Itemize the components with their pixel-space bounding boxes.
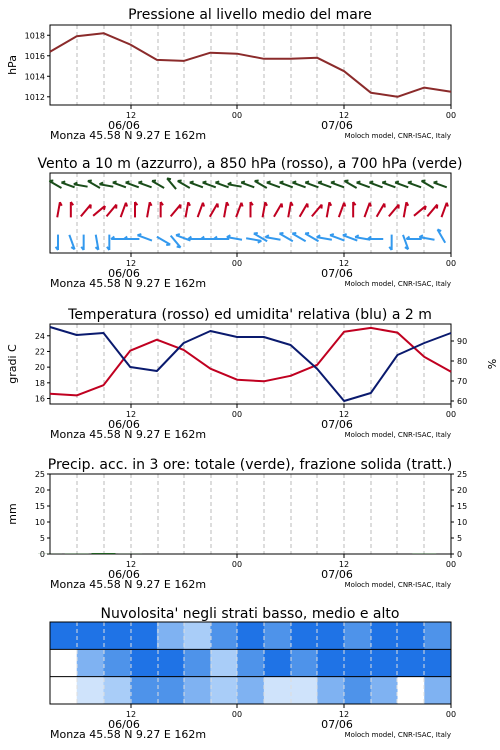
y-tick-label: 5 <box>39 534 45 543</box>
wind-barb <box>49 181 61 188</box>
wind-barb <box>422 181 434 188</box>
wind-barb <box>441 203 446 217</box>
wind-barb <box>137 235 151 240</box>
precip-bar <box>91 553 115 554</box>
cloud-cell <box>424 622 451 650</box>
date-label: 07/06 <box>321 418 353 431</box>
x-tick-label: 12 <box>125 259 137 268</box>
cloud-cell <box>130 649 157 677</box>
wind-barb <box>427 205 437 217</box>
wind-barb <box>377 203 385 216</box>
cloud-cell <box>237 677 264 705</box>
credit-label: Moloch model, CNR-ISAC, Italy <box>344 431 451 439</box>
wind-barb-head <box>126 203 127 207</box>
cloud-cell <box>103 649 130 677</box>
wind-barb <box>312 205 322 217</box>
wind-panel <box>37 156 462 290</box>
wind-barb <box>61 183 74 188</box>
x-tick-label: 12 <box>125 410 137 419</box>
wind-barb <box>167 178 176 189</box>
wind-barb <box>126 183 139 188</box>
wind-x-axis <box>50 253 456 290</box>
wind-barbs <box>49 178 448 250</box>
cloud-cell <box>184 677 211 705</box>
x-tick-label: 00 <box>231 259 243 268</box>
cloud-cell <box>237 622 264 650</box>
cloud-cell <box>371 649 398 677</box>
wind-barb <box>74 184 88 186</box>
x-tick-label: 00 <box>445 560 457 569</box>
wind-barb-head <box>330 234 334 235</box>
y-tick-label: 1016 <box>24 51 45 61</box>
wind-barb <box>300 203 308 216</box>
wind-barb <box>339 203 344 217</box>
cloud-cell <box>210 622 237 650</box>
wind-barb <box>246 238 261 241</box>
wind-barb-head <box>357 181 361 182</box>
cloud-cell <box>184 649 211 677</box>
wind-barb-head <box>203 203 204 207</box>
wind-barb <box>81 205 91 217</box>
cloud-cell <box>317 622 344 650</box>
wind-barb <box>369 183 382 188</box>
wind-barb <box>263 202 266 217</box>
precip-frame <box>50 474 451 554</box>
cloud-cell <box>344 649 371 677</box>
x-tick-label: 12 <box>338 259 350 268</box>
credit-label: Moloch model, CNR-ISAC, Italy <box>344 132 451 140</box>
x-tick-label: 00 <box>231 710 243 719</box>
cloud-cell <box>103 622 130 650</box>
cloud-cell <box>424 649 451 677</box>
wind-barb <box>255 181 267 188</box>
wind-barb <box>434 183 447 188</box>
wind-title: Vento a 10 m (azzurro), a 850 hPa (rosso), a 700 hPa (verde) <box>37 156 463 172</box>
date-label: 06/06 <box>108 718 140 731</box>
wind-barb-head <box>61 181 65 182</box>
cloud-cell <box>398 622 425 650</box>
cloud-cell <box>50 649 77 677</box>
wind-barb <box>99 184 113 186</box>
wind-barb-head <box>113 181 117 182</box>
x-tick-label: 12 <box>338 410 350 419</box>
wind-barb-head <box>267 181 271 182</box>
wind-barb <box>88 181 100 188</box>
wind-barb-head <box>241 203 242 207</box>
cloud-cell <box>130 677 157 705</box>
date-label: 07/06 <box>321 718 353 731</box>
temperature-x-axis <box>50 404 456 441</box>
cloud-cell <box>264 622 291 650</box>
wind-barb-head <box>215 181 219 182</box>
wind-barb <box>292 234 305 242</box>
cloud-cell <box>291 622 318 650</box>
wind-barb-head <box>126 181 130 182</box>
wind-barb-head <box>370 203 371 207</box>
date-label: 07/06 <box>321 119 353 132</box>
y-tick-label: 15 <box>457 502 468 511</box>
wind-barb-head <box>137 234 141 235</box>
humidity-line <box>50 327 451 401</box>
y-tick-label: 1012 <box>24 92 45 102</box>
wind-barb <box>395 183 408 188</box>
wind-barb <box>57 202 60 217</box>
cloud-cell <box>130 622 157 650</box>
cloud-cell <box>291 649 318 677</box>
cloud-cell <box>264 677 291 705</box>
cloud-cell <box>157 649 184 677</box>
wind-barb <box>364 203 369 217</box>
wind-barb <box>317 237 332 240</box>
cloud-cell <box>237 649 264 677</box>
wind-barb <box>382 183 395 188</box>
y-tick-label: 5 <box>457 534 463 543</box>
pressure-panel <box>6 7 456 142</box>
pressure-y-label: hPa <box>6 55 19 75</box>
cloud-cell <box>398 677 425 705</box>
precip-y-label: mm <box>6 503 19 525</box>
y-tick-label: 25 <box>457 470 468 479</box>
cloud-cell <box>371 622 398 650</box>
date-label: 07/06 <box>321 568 353 581</box>
x-tick-label: 00 <box>231 111 243 120</box>
cloud-cell <box>103 677 130 705</box>
wind-barb <box>186 202 189 217</box>
wind-barb-head <box>104 206 105 210</box>
wind-barb <box>305 234 318 242</box>
wind-barb-head <box>331 181 335 182</box>
wind-barb <box>93 206 105 216</box>
precip-x-axis <box>50 554 456 591</box>
temperature-title: Temperatura (rosso) ed umidita' relativa (blu) a 2 m <box>68 307 432 323</box>
cloud-cell <box>344 622 371 650</box>
temperature-y-ticks <box>35 332 50 404</box>
pressure-line <box>50 33 451 97</box>
x-tick-label: 00 <box>231 560 243 569</box>
y-tick-label: 22 <box>34 347 45 357</box>
y-tick-label: 18 <box>34 378 45 388</box>
cloud-cell <box>264 649 291 677</box>
x-tick-label: 00 <box>445 259 457 268</box>
cloud-cell <box>157 677 184 705</box>
wind-barb-head <box>318 181 322 182</box>
y-tick-label: 20 <box>457 486 468 495</box>
wind-barb <box>292 183 305 188</box>
wind-barb-head <box>280 181 284 182</box>
credit-label: Moloch model, CNR-ISAC, Italy <box>344 280 451 288</box>
x-tick-label: 00 <box>445 111 457 120</box>
wind-barb-head <box>292 181 296 182</box>
wind-barb-head <box>177 247 181 248</box>
x-tick-label: 12 <box>125 560 137 569</box>
date-label: 06/06 <box>108 119 140 132</box>
wind-barb <box>318 183 331 188</box>
date-label: 07/06 <box>321 267 353 280</box>
wind-barb <box>224 202 227 217</box>
cloud-cell <box>398 649 425 677</box>
cloud-cell <box>210 677 237 705</box>
temperature-humidity-series <box>50 327 451 401</box>
cloud-cell <box>157 622 184 650</box>
pressure-y-ticks <box>25 31 50 102</box>
wind-barb <box>228 184 242 186</box>
wind-barb <box>438 229 446 242</box>
credit-label: Moloch model, CNR-ISAC, Italy <box>344 731 451 739</box>
humidity-y-ticks <box>451 337 467 406</box>
wind-barb <box>147 202 150 217</box>
cloud-title: Nuvolosita' negli strati basso, medio e alto <box>100 606 400 622</box>
cloud-cell <box>344 677 371 705</box>
cloud-cell <box>210 649 237 677</box>
wind-barb-head <box>382 181 386 182</box>
cloud-cell <box>77 677 104 705</box>
wind-barb <box>198 203 203 217</box>
precip-grid <box>77 474 424 554</box>
cloud-cell <box>424 677 451 705</box>
y-tick-label: 0 <box>457 550 463 559</box>
wind-barb <box>215 183 228 188</box>
temperature-line <box>50 328 451 396</box>
y-tick-label: 15 <box>34 502 45 511</box>
y-tick-label: 20 <box>34 486 45 495</box>
wind-barb-head <box>305 181 309 182</box>
wind-barb-head <box>434 181 438 182</box>
wind-barb <box>345 181 357 188</box>
cloud-cell <box>50 677 77 705</box>
wind-barb <box>331 183 344 188</box>
pressure-series <box>50 33 451 97</box>
x-tick-label: 12 <box>338 111 350 120</box>
cloud-cell <box>184 622 211 650</box>
date-label: 06/06 <box>108 568 140 581</box>
wind-barb-head <box>167 178 171 179</box>
cloud-cell <box>317 649 344 677</box>
x-tick-label: 12 <box>338 710 350 719</box>
y-tick-label: 16 <box>34 394 45 404</box>
cloud-cell <box>291 677 318 705</box>
wind-barb-head <box>190 181 194 182</box>
wind-barb <box>121 203 126 217</box>
wind-barb <box>327 202 330 217</box>
cloud-cell <box>77 622 104 650</box>
y-tick-label: 1018 <box>24 31 45 41</box>
wind-barb <box>265 237 280 240</box>
wind-barb <box>157 237 170 245</box>
x-tick-label: 00 <box>231 410 243 419</box>
humidity-y-label: % <box>485 358 498 370</box>
wind-barb-head <box>425 206 426 210</box>
temperature-y-label: gradi C <box>6 344 19 384</box>
y-tick-label: 20 <box>34 363 45 373</box>
precip-panel <box>6 457 467 591</box>
cloud-cell <box>50 622 77 650</box>
wind-barb-head <box>447 203 448 207</box>
wind-barb-head <box>241 181 245 182</box>
precip-y-ticks-right <box>451 470 467 559</box>
wind-barb <box>357 183 370 188</box>
wind-barb-head <box>203 181 207 182</box>
y-tick-label: 1014 <box>24 72 45 82</box>
wind-barb <box>330 235 344 240</box>
y-tick-label: 24 <box>34 331 45 341</box>
location-label: Monza 45.58 N 9.27 E 162m <box>50 578 207 591</box>
pressure-x-axis <box>50 105 456 142</box>
credit-label: Moloch model, CNR-ISAC, Italy <box>344 581 451 589</box>
cloud-cell <box>77 649 104 677</box>
wind-barb <box>241 183 254 188</box>
x-tick-label: 12 <box>338 560 350 569</box>
wind-barb-head <box>395 181 399 182</box>
wind-barb <box>408 183 421 188</box>
y-tick-label: 25 <box>34 470 45 479</box>
wind-barb-head <box>176 234 180 235</box>
wind-barb <box>113 183 126 188</box>
y-tick-label: 0 <box>39 550 45 559</box>
location-label: Monza 45.58 N 9.27 E 162m <box>50 129 207 142</box>
date-label: 06/06 <box>108 418 140 431</box>
y-tick-label: 90 <box>457 337 468 346</box>
location-label: Monza 45.58 N 9.27 E 162m <box>50 428 207 441</box>
x-tick-label: 00 <box>445 710 457 719</box>
wind-barb <box>190 183 203 188</box>
location-label: Monza 45.58 N 9.27 E 162m <box>50 277 207 290</box>
date-label: 06/06 <box>108 267 140 280</box>
wind-barb <box>107 205 117 217</box>
x-tick-label: 12 <box>125 710 137 719</box>
cloud-panel <box>50 606 456 741</box>
cloud-heatmap <box>50 622 452 705</box>
cloud-cell <box>317 677 344 705</box>
wind-barb-head <box>344 203 345 207</box>
wind-barb <box>138 183 151 188</box>
wind-barb <box>305 183 318 188</box>
y-tick-label: 80 <box>457 357 468 366</box>
y-tick-label: 60 <box>457 397 468 406</box>
location-label: Monza 45.58 N 9.27 E 162m <box>50 728 207 741</box>
pressure-title: Pressione al livello medio del mare <box>128 7 372 23</box>
temperature-panel <box>6 307 498 441</box>
wind-barb-head <box>408 181 412 182</box>
wind-barb-head <box>369 181 373 182</box>
x-tick-label: 00 <box>445 410 457 419</box>
wind-barb-head <box>138 181 142 182</box>
y-tick-label: 70 <box>457 377 468 386</box>
wind-barb <box>171 205 181 217</box>
y-tick-label: 10 <box>34 518 45 527</box>
cloud-x-axis <box>50 704 456 741</box>
wind-barb <box>274 203 282 216</box>
wind-barb <box>267 183 280 188</box>
wind-barb-head <box>343 234 347 235</box>
wind-barb <box>203 183 216 188</box>
precip-y-ticks <box>35 470 50 559</box>
y-tick-label: 10 <box>457 518 468 527</box>
cloud-cell <box>371 677 398 705</box>
x-tick-label: 12 <box>125 111 137 120</box>
wind-barb <box>404 202 407 217</box>
precip-title: Precip. acc. in 3 ore: totale (verde), frazione solida (tratt.) <box>47 457 453 473</box>
